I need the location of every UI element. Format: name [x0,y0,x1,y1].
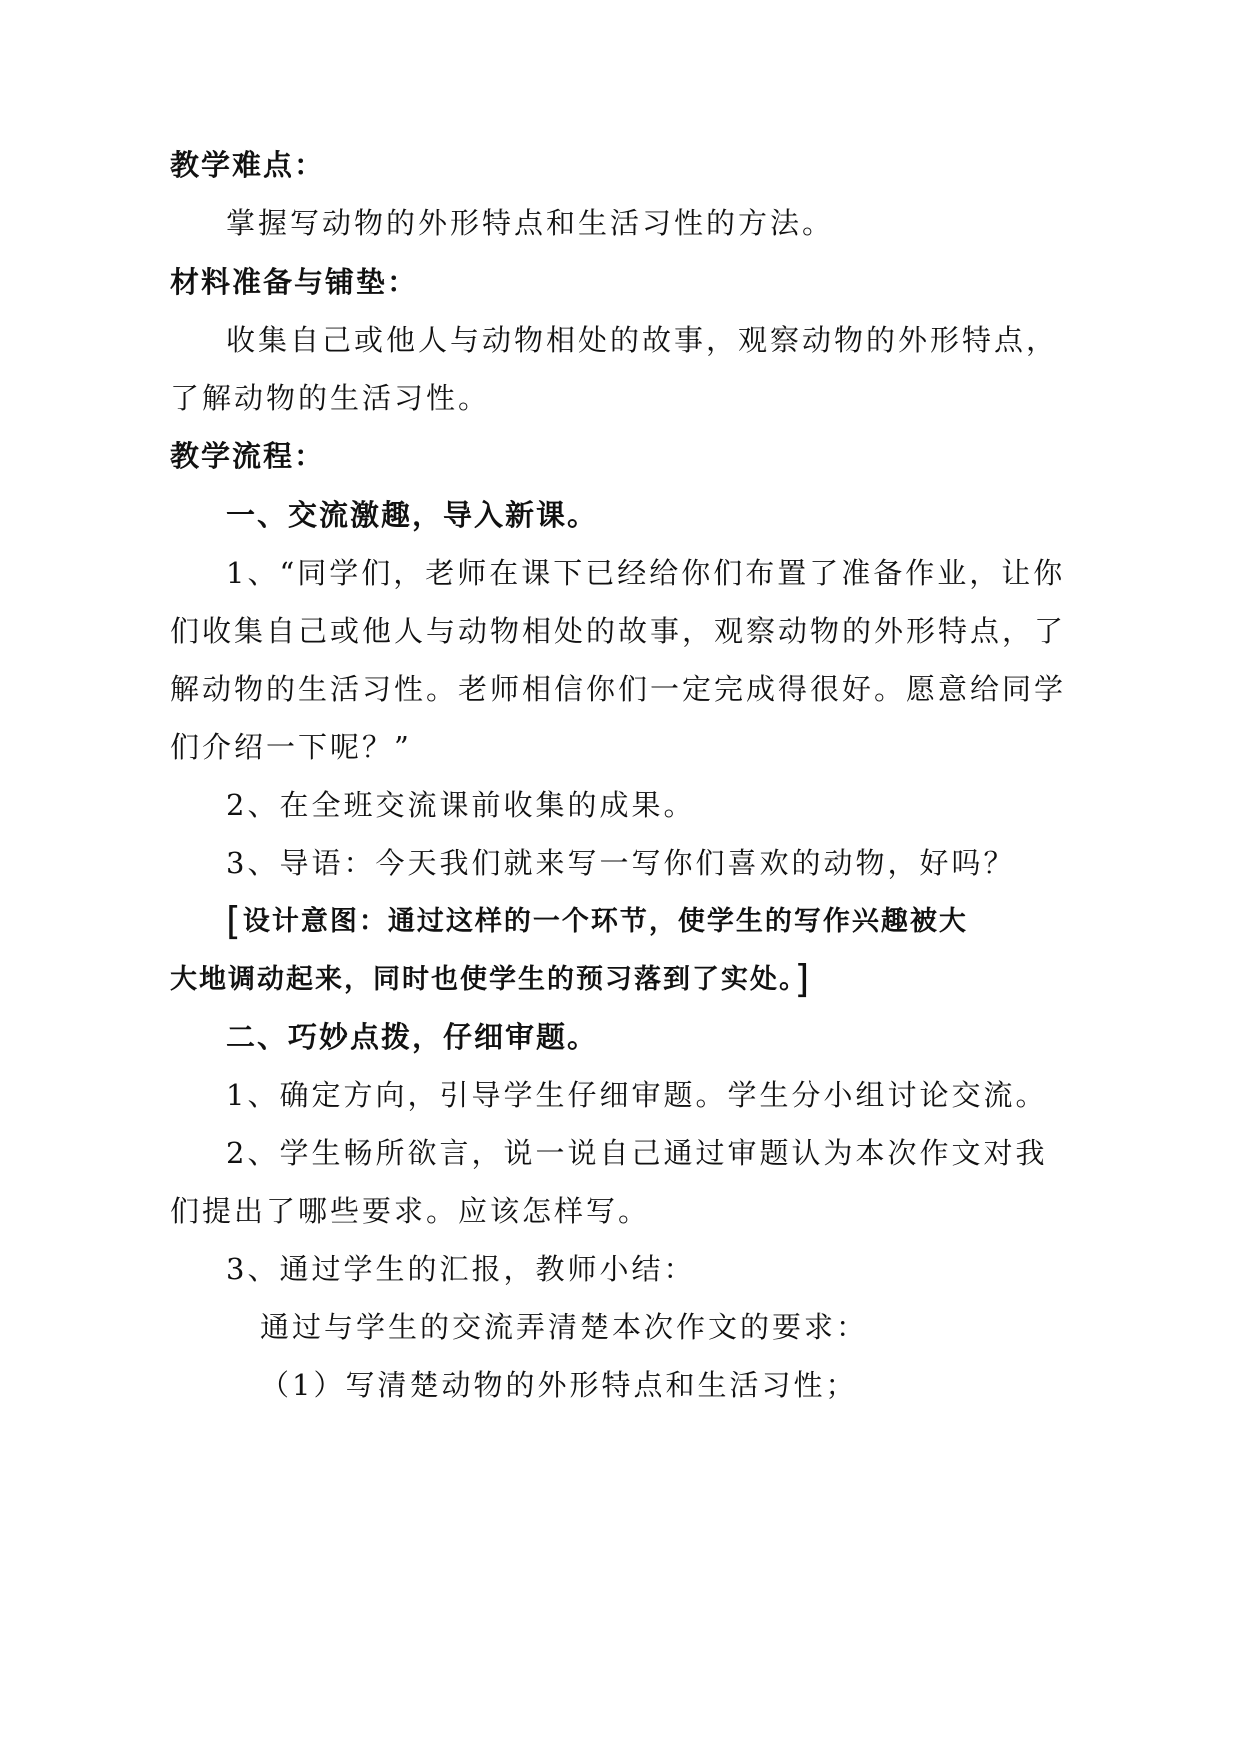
paragraph: 们提出了哪些要求。应该怎样写。 [170,1194,651,1228]
heading-teaching-process: 教学流程： [170,439,326,473]
paragraph: 1、“同学们，老师在课下已经给你们布置了准备作业，让你 [226,556,1066,590]
section-heading-2: 二、巧妙点拨，仔细审题。 [226,1020,599,1054]
design-intent-line-2 [170,959,811,1000]
paragraph: 解动物的生活习性。老师相信你们一定完成得很好。愿意给同学 [170,672,1067,706]
paragraph: 1、确定方向，引导学生仔细审题。学生分小组讨论交流。 [226,1078,1048,1112]
heading-materials: 材料准备与铺垫： [170,265,419,299]
paragraph: （1）写清楚动物的外形特点和生活习性； [260,1368,858,1402]
paragraph: 2、学生畅所欲言，说一说自己通过审题认为本次作文对我 [226,1136,1048,1170]
paragraph: 3、导语：今天我们就来写一写你们喜欢的动物，好吗？ [226,846,1016,880]
paragraph: 3、通过学生的汇报，教师小结： [226,1252,696,1286]
paragraph: 2、在全班交流课前收集的成果。 [226,788,696,822]
heading-teaching-difficulty: 教学难点： [170,148,326,182]
bracket-close: ] [794,957,812,1001]
paragraph: 们收集自己或他人与动物相处的故事，观察动物的外形特点，了 [170,614,1067,648]
paragraph: 们介绍一下呢？” [170,730,412,764]
design-intent-text: 大地调动起来，同时也使学生的预习落到了实处。 [170,964,795,995]
design-intent-text: 设计意图：通过这样的一个环节，使学生的写作兴趣被大 [242,906,968,937]
paragraph: 了解动物的生活习性。 [170,381,491,415]
bracket-open: [ [226,899,243,943]
paragraph: 掌握写动物的外形特点和生活习性的方法。 [226,206,835,240]
section-heading-1: 一、交流激趣，导入新课。 [226,498,599,532]
paragraph: 通过与学生的交流弄清楚本次作文的要求： [260,1310,869,1344]
design-intent-line-1 [226,901,968,942]
paragraph: 收集自己或他人与动物相处的故事，观察动物的外形特点， [226,323,1059,357]
